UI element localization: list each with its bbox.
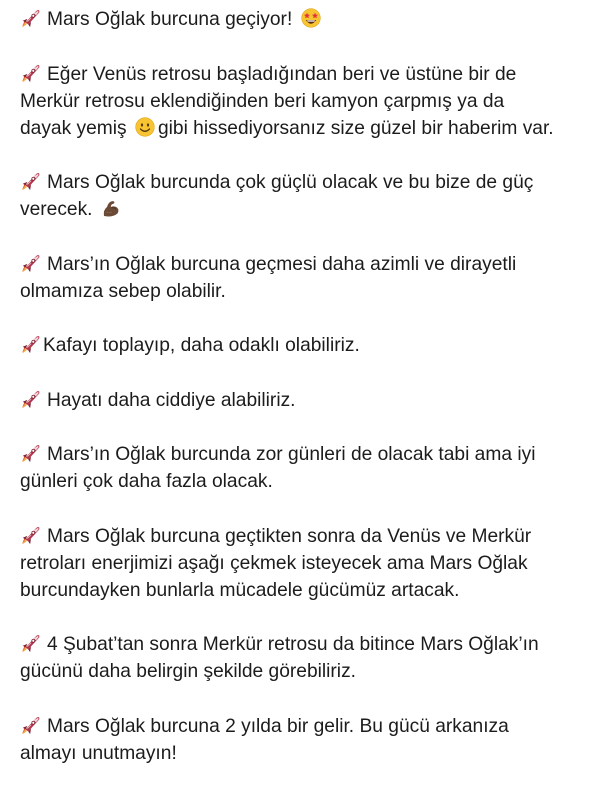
text-line [20,631,586,658]
rocket-icon [20,63,42,83]
text-segment: verecek. [20,199,98,220]
text-line [20,251,586,278]
star-struck-icon [301,8,321,28]
text-line [20,332,586,359]
paragraph [20,523,586,604]
rocket-icon [20,443,42,463]
text-segment: retroları enerjimizi aşağı çekmek isteyecek ama Mars Oğlak [20,552,528,574]
paragraph [20,441,586,495]
paragraph [20,6,586,33]
paragraph [20,713,586,767]
text-segment: olmamıza sebep olabilir. [20,280,226,302]
paragraph [20,251,586,305]
text-line [20,115,586,142]
text-line [20,550,586,577]
rocket-icon [20,525,42,545]
text-segment: Eğer Venüs retrosu başladığından beri ve üstüne bir de [47,63,517,85]
text-line [20,740,586,767]
paragraph [20,631,586,685]
text-segment: gibi hissediyorsanız size güzel bir haberim var. [157,117,554,139]
text-line [20,387,586,414]
text-segment: Mars Oğlak burcuna geçiyor! [47,9,298,30]
text-segment: Mars’ın Oğlak burcuna geçmesi daha azimli ve dirayetli [47,253,517,275]
text-segment: almayı unutmayın! [20,742,177,764]
text-line [20,6,586,33]
rocket-icon [20,253,42,273]
rocket-icon [20,389,42,409]
flexed-biceps-icon [101,198,121,218]
text-segment: Mars Oğlak burcunda çok güçlü olacak ve bu bize de güç [47,172,534,193]
text-segment: Merkür retrosu eklendiğinden beri kamyon çarpmış ya da [20,90,505,112]
text-segment: 4 Şubat’tan sonra Merkür retrosu da bitince Mars Oğlak’ın [47,634,539,655]
paragraph [20,61,586,142]
rocket-icon [20,171,42,191]
rocket-icon [20,334,42,354]
text-line [20,441,586,468]
text-line [20,196,586,223]
rocket-icon [20,715,42,735]
paragraph [20,332,586,359]
text-line [20,713,586,740]
rocket-icon [20,633,42,653]
text-line [20,169,586,196]
text-line [20,468,586,495]
text-segment: dayak yemiş [20,117,132,139]
smiling-face-icon [135,117,155,137]
rocket-icon [20,8,42,28]
text-line [20,88,586,115]
text-segment: burcundayken bunlarla mücadele gücümüz artacak. [20,579,460,601]
paragraph [20,387,586,414]
text-segment: Mars Oğlak burcuna geçtikten sonra da Venüs ve Merkür [47,525,532,547]
text-segment: günleri çok daha fazla olacak. [20,471,273,492]
text-segment: gücünü daha belirgin şekilde görebiliriz. [20,661,356,682]
text-segment: Mars Oğlak burcuna 2 yılda bir gelir. Bu gücü arkanıza [47,715,509,737]
text-segment: Mars’ın Oğlak burcunda zor günleri de olacak tabi ama iyi [47,444,536,465]
post-body [20,6,586,794]
text-line [20,658,586,685]
text-line [20,61,586,88]
text-segment: Kafayı toplayıp, daha odaklı olabiliriz. [43,335,360,356]
text-segment: Hayatı daha ciddiye alabiliriz. [47,389,296,411]
text-line [20,523,586,550]
text-line [20,278,586,305]
paragraph [20,169,586,223]
text-line [20,577,586,604]
